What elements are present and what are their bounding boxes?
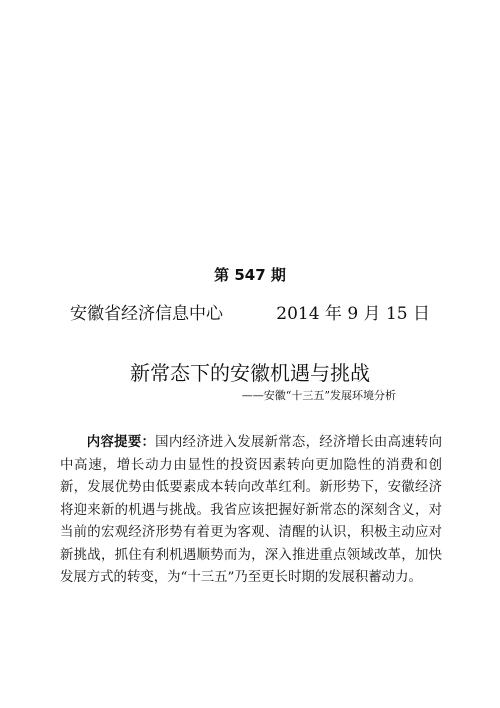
publisher-name: 安徽省经济信息中心 [70,304,223,324]
abstract-label: 内容提要： [86,435,156,450]
abstract-text: 国内经济进入发展新常态，经济增长由高速转向中高速，增长动力由显性的投资因素转向更加隐性的消费和创新，发展优势由低要素成本转向改革红利。新形势下，安徽经济将迎来新的机遇与挑战。我省应该把握好新常态的深刻含义，对当前的宏观经济形势有着更为客观、清醒的认识，积极主动应对新挑战，抓住有利机遇顺势而为，深入推进重点领域改革，加快发展方式的转变，为“十三五”乃至更长时期的发展积蓄动力。 [60,435,443,585]
publication-date: 2014 年 9 月 15 日 [276,304,430,324]
article-title: 新常态下的安徽机遇与挑战 [130,361,370,385]
issue-number: 第 547 期 [214,266,286,284]
article-subtitle: ——安徽“十三五”发展环境分析 [241,389,396,402]
abstract-paragraph [60,432,442,590]
